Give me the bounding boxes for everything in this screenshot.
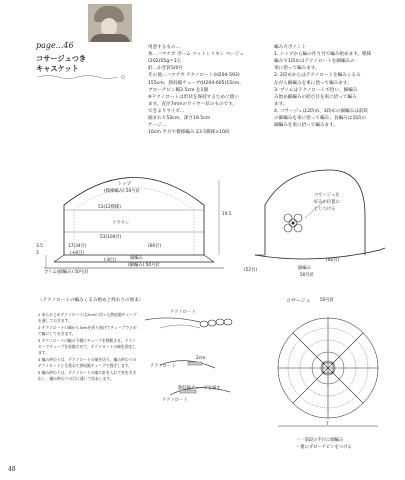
crown-label: クラウン: [112, 221, 130, 226]
edging-sub-label: (細編み) 50号針: [128, 263, 160, 268]
technoroute-title: 〈テクノロートの編みくるみ始めと終わりの始末〉: [38, 298, 144, 303]
materials-line: (202)55g＝3玉: [148, 59, 182, 65]
corsage-legend-1: ＝一前段の半目に細編み: [296, 438, 344, 443]
hat-edging-sub: 50号針: [300, 273, 315, 278]
materials-line: ブローチピン幅2.5cm を1個: [148, 87, 209, 93]
corsage-width: 7: [326, 422, 329, 427]
materials-line: できよりサイズ…: [148, 108, 185, 114]
instruction-line: み始め細編みの結び目を束に拾って編み: [274, 94, 357, 100]
corsage-title: コサージュ: [286, 298, 311, 304]
materials-line: 用意するもの…: [148, 45, 181, 50]
technoroute-step: 3 テクノロートの輪の下側にチューブを移動させ、ドライヤーでチューブを収縮させて、テクノロートの端を固定します。: [38, 338, 137, 355]
materials-line: ます。直径7mmのワイヤー状のものです。: [148, 101, 238, 107]
instruction-line: 1. トップから輪の作り目で編み始めます。模様: [274, 52, 372, 58]
materials-line: 針…かぎ針5/0号: [148, 66, 183, 72]
instruction-line: の細編みを束に拾って編み、長編みは前段の: [274, 116, 367, 122]
materials-line: その他…ハマナカ テクノロート(H204-593): [148, 73, 240, 79]
instruction-line: 2. 2段めからはテクノロートを編みくるみ: [274, 73, 361, 79]
corsage-flower-icon: [284, 214, 302, 232]
materials-line: 155cm、熱収縮チューブ(H204-605)15cm、: [148, 80, 244, 86]
corsage-chart: [262, 306, 392, 432]
technoroute-step: 2 テクノロートの端から3cmを折り曲げてチューブでとめて輪にしておきます。: [38, 325, 137, 336]
corsage-legend-2: ＝裏にブローチピンをつける: [296, 445, 352, 450]
materials-list: [148, 44, 268, 136]
page-reference: page...46: [36, 41, 74, 50]
instruction-line: ます。: [274, 101, 288, 107]
materials-line: ゲージ…: [148, 123, 167, 129]
technoroute-step: 1 あらかじめテクノロートは2cmに切った熱収縮チューブを通しておきます。: [38, 312, 137, 323]
materials-line: 糸…ハマナカ ボーム コットンリネン ベージュ: [148, 52, 244, 58]
tube-label: 熱収縮チューブを通す: [178, 386, 221, 391]
model-photo: [88, 4, 132, 42]
corsage-note-2: 好みの位置に: [314, 200, 340, 205]
brim-increase-label: (+8目): [70, 251, 84, 256]
title-ornament: [38, 74, 128, 80]
instruction-line: 3. ブリムはテクノロートで拾い、細編み: [274, 87, 358, 93]
materials-line: ※テクノロートは形状を保持するために使い: [148, 94, 239, 100]
brim-width-label: 17(34目): [68, 244, 87, 249]
dimension-label: 2cm: [196, 356, 206, 361]
materials-line: 10cm 平方で模様編み 23.5模様×10段: [148, 130, 230, 136]
instruction-line: 束に拾って編みます。: [274, 66, 320, 72]
corsage-note-1: コサージュを: [314, 193, 340, 198]
pattern-title: [36, 54, 86, 73]
instruction-line: 4. コサージュは2段め、3段めの細編みは前段: [274, 108, 369, 114]
brim-label: ブリム(細編み) 50号針: [44, 270, 89, 275]
instructions-list: [274, 44, 399, 129]
top-label: トップ: [118, 182, 131, 187]
brim-height-label: 3.5: [36, 244, 43, 249]
corsage-note-3: とじつける: [314, 207, 336, 212]
page-number: 48: [8, 466, 16, 473]
hat-edging-label: 縁編み: [298, 266, 311, 271]
materials-line: 頭まわり53cm、深さ19.5cm: [148, 116, 211, 122]
hat-count-1: (52目): [244, 268, 258, 273]
instruction-line: 編みで1段めはテクノロートを細編みの: [274, 59, 355, 65]
crochet-chain-icon: [200, 319, 232, 327]
edge-height-label: 3: [36, 251, 39, 256]
hat-count-2: (66目): [326, 258, 340, 263]
top-sub-label: (模様編み) 50号針: [104, 189, 140, 194]
technoroute-step: 4 編み終わりは、テクノロートの端を切り、編み終わりのテクノロートとも重ねて熱収縮チューブで固定します。: [38, 357, 137, 368]
technoroute-label-2: テクノロート: [150, 364, 176, 369]
hat-side-diagram: [235, 160, 395, 285]
title-line-2: キャスケット: [36, 63, 79, 73]
technoroute-label-3: テクノロート: [162, 398, 188, 403]
technoroute-label-1: テクノロート: [170, 310, 196, 315]
instructions-heading: 編み方ポイント: [274, 45, 307, 50]
technoroute-step: 5 編み終わりは、テクノロートの端に針を入れて糸を引き出し、編み終わりの目に通して始末します。: [38, 370, 137, 382]
corsage-needle: 50号針: [320, 298, 335, 303]
edging-label: 縁編み: [130, 256, 143, 261]
title-line-1: コサージュつき: [36, 54, 87, 63]
technoroute-steps: [38, 312, 138, 384]
instruction-line: ながら細編みを束に拾って編みます。: [274, 80, 352, 86]
instruction-line: 細編みを束に拾って編みます。: [274, 123, 338, 129]
band-label: 53(100目): [100, 235, 122, 240]
brim-count-label: (66目): [148, 244, 162, 249]
brim-decrease-label: (-8目): [104, 258, 116, 263]
height-label: 19.5: [222, 212, 232, 217]
circumference-label: 53(12模様): [98, 205, 121, 210]
